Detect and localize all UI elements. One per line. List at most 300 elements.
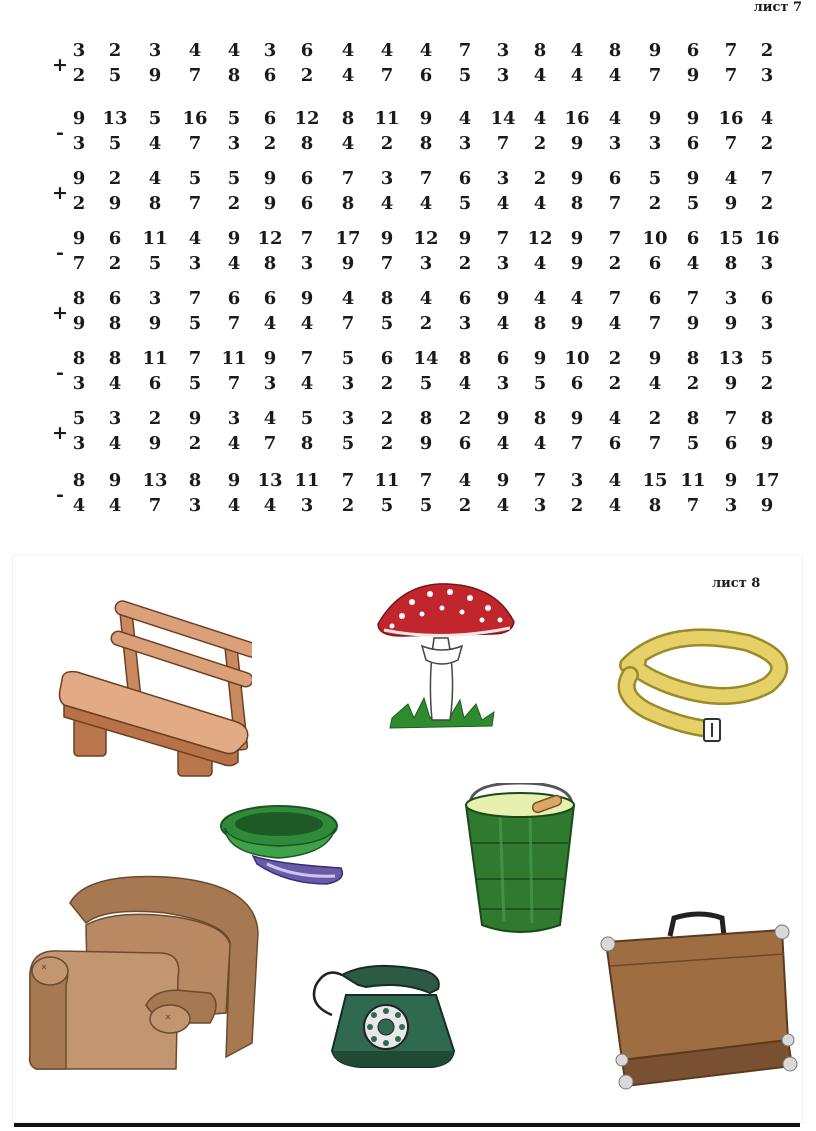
bottom-number: 9	[760, 433, 774, 454]
bottom-number: 9	[686, 65, 700, 86]
bottom-number: 4	[496, 495, 510, 516]
exercise-row	[0, 408, 816, 470]
bottom-number: 9	[148, 65, 162, 86]
bottom-number: 5	[341, 433, 355, 454]
top-number: 2	[760, 40, 774, 61]
top-number: 14	[413, 348, 439, 369]
exercise-row	[0, 288, 816, 350]
top-number: 7	[686, 288, 700, 309]
bottom-number: 4	[108, 433, 122, 454]
operator-sign: +	[52, 182, 68, 204]
bottom-number: 9	[72, 313, 86, 334]
bottom-number: 9	[263, 193, 277, 214]
top-number: 11	[142, 348, 168, 369]
bottom-number: 3	[300, 495, 314, 516]
bottom-number: 2	[72, 193, 86, 214]
top-number: 4	[458, 108, 472, 129]
top-number: 9	[648, 40, 662, 61]
top-number: 8	[108, 348, 122, 369]
bottom-number: 3	[188, 495, 202, 516]
top-number: 16	[754, 228, 780, 249]
top-number: 6	[608, 168, 622, 189]
bottom-number: 5	[686, 193, 700, 214]
top-number: 7	[724, 40, 738, 61]
bottom-number: 7	[341, 313, 355, 334]
bottom-number: 8	[148, 193, 162, 214]
bottom-number: 3	[496, 65, 510, 86]
bottom-number: 9	[724, 313, 738, 334]
top-number: 7	[608, 288, 622, 309]
top-number: 4	[570, 288, 584, 309]
top-number: 4	[227, 40, 241, 61]
bottom-number: 6	[608, 433, 622, 454]
bottom-number: 4	[108, 373, 122, 394]
bottom-number: 7	[570, 433, 584, 454]
top-number: 4	[419, 288, 433, 309]
top-number: 4	[380, 40, 394, 61]
top-number: 7	[608, 228, 622, 249]
bottom-number: 2	[380, 433, 394, 454]
suitcase-image	[600, 910, 800, 1090]
bottom-number: 3	[760, 65, 774, 86]
bottom-number: 5	[686, 433, 700, 454]
bucket-image	[460, 783, 580, 943]
bottom-number: 2	[686, 373, 700, 394]
top-number: 7	[419, 168, 433, 189]
top-number: 12	[413, 228, 439, 249]
top-number: 7	[533, 470, 547, 491]
top-number: 6	[300, 168, 314, 189]
top-number: 9	[227, 228, 241, 249]
top-number: 4	[263, 408, 277, 429]
top-number: 2	[380, 408, 394, 429]
top-number: 7	[300, 228, 314, 249]
top-number: 3	[108, 408, 122, 429]
top-number: 6	[108, 288, 122, 309]
top-number: 8	[341, 108, 355, 129]
bottom-number: 8	[648, 495, 662, 516]
bottom-number: 7	[380, 253, 394, 274]
bottom-number: 5	[188, 313, 202, 334]
top-number: 5	[148, 108, 162, 129]
top-number: 2	[108, 40, 122, 61]
top-number: 7	[341, 470, 355, 491]
top-number: 4	[724, 168, 738, 189]
bottom-number: 3	[533, 495, 547, 516]
bottom-number: 2	[608, 253, 622, 274]
bottom-number: 7	[188, 65, 202, 86]
bottom-number: 4	[608, 65, 622, 86]
bottom-number: 7	[724, 133, 738, 154]
top-number: 9	[263, 168, 277, 189]
bottom-number: 9	[341, 253, 355, 274]
bottom-number: 5	[380, 495, 394, 516]
top-number: 6	[458, 168, 472, 189]
bottom-number: 4	[148, 133, 162, 154]
exercise-row	[0, 168, 816, 230]
bottom-number: 4	[686, 253, 700, 274]
bottom-number: 8	[263, 253, 277, 274]
bottom-number: 7	[148, 495, 162, 516]
bottom-number: 4	[300, 373, 314, 394]
bottom-number: 7	[227, 313, 241, 334]
top-number: 11	[221, 348, 247, 369]
bottom-number: 7	[72, 253, 86, 274]
top-number: 8	[72, 288, 86, 309]
bottom-number: 7	[188, 133, 202, 154]
top-number: 6	[300, 40, 314, 61]
top-number: 13	[257, 470, 283, 491]
top-number: 4	[148, 168, 162, 189]
top-number: 9	[648, 348, 662, 369]
top-number: 2	[533, 168, 547, 189]
operator-sign: +	[52, 422, 68, 444]
bottom-number: 6	[724, 433, 738, 454]
bottom-number: 7	[686, 495, 700, 516]
bottom-number: 3	[458, 133, 472, 154]
top-number: 5	[227, 168, 241, 189]
top-number: 4	[533, 108, 547, 129]
bottom-number: 4	[496, 313, 510, 334]
top-number: 9	[72, 168, 86, 189]
bottom-number: 4	[227, 495, 241, 516]
top-number: 13	[142, 470, 168, 491]
top-number: 9	[496, 408, 510, 429]
bottom-number: 4	[419, 193, 433, 214]
top-number: 4	[458, 470, 472, 491]
bottom-number: 5	[380, 313, 394, 334]
top-number: 9	[300, 288, 314, 309]
bottom-number: 5	[108, 133, 122, 154]
top-number: 5	[648, 168, 662, 189]
top-number: 6	[686, 228, 700, 249]
bottom-number: 8	[724, 253, 738, 274]
bottom-number: 2	[380, 133, 394, 154]
bottom-number: 6	[263, 65, 277, 86]
bottom-number: 9	[760, 495, 774, 516]
top-number: 9	[188, 408, 202, 429]
top-number: 4	[188, 40, 202, 61]
bench-image	[52, 600, 252, 780]
top-number: 8	[72, 348, 86, 369]
bottom-number: 4	[300, 313, 314, 334]
bottom-number: 9	[570, 313, 584, 334]
top-number: 9	[533, 348, 547, 369]
top-number: 6	[458, 288, 472, 309]
top-number: 12	[294, 108, 320, 129]
exercise-row	[0, 40, 816, 102]
bottom-number: 4	[496, 193, 510, 214]
bottom-number: 7	[227, 373, 241, 394]
bottom-number: 9	[419, 433, 433, 454]
top-number: 7	[458, 40, 472, 61]
bottom-number: 6	[570, 373, 584, 394]
exercise-row	[0, 470, 816, 532]
top-number: 12	[257, 228, 283, 249]
top-number: 11	[374, 108, 400, 129]
bottom-number: 2	[608, 373, 622, 394]
bottom-number: 2	[263, 133, 277, 154]
telephone-image	[302, 955, 462, 1075]
bottom-number: 6	[148, 373, 162, 394]
bottom-number: 4	[341, 65, 355, 86]
bottom-number: 3	[760, 253, 774, 274]
bottom-number: 7	[724, 65, 738, 86]
top-number: 6	[686, 40, 700, 61]
bottom-number: 3	[341, 373, 355, 394]
top-number: 3	[227, 408, 241, 429]
bottom-number: 6	[686, 133, 700, 154]
top-number: 9	[724, 470, 738, 491]
top-number: 9	[686, 108, 700, 129]
top-number: 3	[263, 40, 277, 61]
top-number: 4	[341, 288, 355, 309]
top-number: 5	[300, 408, 314, 429]
top-number: 4	[533, 288, 547, 309]
top-number: 8	[608, 40, 622, 61]
bottom-number: 8	[227, 65, 241, 86]
top-number: 9	[263, 348, 277, 369]
bottom-number: 7	[496, 133, 510, 154]
exercise-row	[0, 348, 816, 410]
sheet-8-label: лист 8	[712, 576, 761, 591]
bottom-number: 4	[533, 193, 547, 214]
bottom-number: 2	[760, 133, 774, 154]
top-number: 9	[72, 108, 86, 129]
bottom-number: 9	[148, 313, 162, 334]
top-number: 8	[458, 348, 472, 369]
top-number: 5	[341, 348, 355, 369]
bottom-number: 4	[533, 253, 547, 274]
top-number: 16	[718, 108, 744, 129]
bottom-number: 9	[108, 193, 122, 214]
top-number: 2	[148, 408, 162, 429]
top-number: 4	[608, 408, 622, 429]
bottom-number: 2	[570, 495, 584, 516]
sofa-image	[26, 873, 266, 1073]
bottom-number: 8	[419, 133, 433, 154]
bottom-number: 3	[458, 313, 472, 334]
operator-sign: -	[56, 242, 64, 264]
top-number: 13	[102, 108, 128, 129]
top-number: 9	[108, 470, 122, 491]
top-number: 12	[527, 228, 553, 249]
bottom-number: 5	[419, 373, 433, 394]
bottom-number: 4	[648, 373, 662, 394]
bottom-number: 9	[570, 133, 584, 154]
top-number: 8	[188, 470, 202, 491]
exercise-row	[0, 228, 816, 290]
top-number: 15	[642, 470, 668, 491]
bottom-number: 2	[341, 495, 355, 516]
operator-sign: -	[56, 362, 64, 384]
bottom-number: 4	[227, 433, 241, 454]
top-number: 6	[263, 288, 277, 309]
bottom-number: 2	[760, 373, 774, 394]
top-number: 11	[142, 228, 168, 249]
top-number: 16	[564, 108, 590, 129]
top-number: 5	[760, 348, 774, 369]
top-number: 9	[419, 108, 433, 129]
top-number: 6	[263, 108, 277, 129]
bottom-number: 6	[648, 253, 662, 274]
bottom-number: 3	[496, 253, 510, 274]
bottom-number: 4	[263, 495, 277, 516]
bottom-number: 4	[608, 313, 622, 334]
bottom-number: 7	[648, 313, 662, 334]
bottom-number: 4	[496, 433, 510, 454]
bottom-number: 4	[341, 133, 355, 154]
bottom-number: 4	[533, 65, 547, 86]
bottom-number: 3	[419, 253, 433, 274]
top-number: 15	[718, 228, 744, 249]
bottom-number: 4	[380, 193, 394, 214]
bottom-number: 7	[263, 433, 277, 454]
top-number: 2	[108, 168, 122, 189]
top-number: 7	[724, 408, 738, 429]
top-number: 6	[108, 228, 122, 249]
top-number: 11	[294, 470, 320, 491]
bottom-number: 9	[686, 313, 700, 334]
bottom-number: 5	[458, 65, 472, 86]
top-number: 9	[570, 408, 584, 429]
top-number: 3	[148, 288, 162, 309]
top-number: 10	[564, 348, 590, 369]
top-number: 2	[648, 408, 662, 429]
bottom-number: 4	[608, 495, 622, 516]
top-number: 17	[754, 470, 780, 491]
bottom-number: 7	[188, 193, 202, 214]
bottom-number: 9	[570, 253, 584, 274]
bottom-number: 7	[648, 65, 662, 86]
top-number: 16	[182, 108, 208, 129]
bottom-number: 2	[227, 193, 241, 214]
operator-sign: -	[56, 484, 64, 506]
top-number: 13	[718, 348, 744, 369]
bottom-number: 4	[570, 65, 584, 86]
exercise-row	[0, 108, 816, 170]
top-number: 7	[188, 348, 202, 369]
top-number: 3	[72, 40, 86, 61]
bottom-number: 5	[148, 253, 162, 274]
top-number: 8	[686, 348, 700, 369]
bottom-number: 2	[380, 373, 394, 394]
bottom-number: 7	[648, 433, 662, 454]
top-number: 3	[496, 40, 510, 61]
top-number: 6	[648, 288, 662, 309]
top-number: 3	[380, 168, 394, 189]
top-number: 10	[642, 228, 668, 249]
bottom-number: 3	[188, 253, 202, 274]
top-number: 6	[380, 348, 394, 369]
bottom-number: 9	[724, 193, 738, 214]
top-number: 9	[496, 470, 510, 491]
bottom-number: 3	[496, 373, 510, 394]
top-number: 5	[188, 168, 202, 189]
bottom-number: 2	[533, 133, 547, 154]
bottom-number: 4	[227, 253, 241, 274]
bottom-number: 9	[724, 373, 738, 394]
bottom-number: 2	[72, 65, 86, 86]
bottom-number: 5	[188, 373, 202, 394]
bottom-number: 6	[419, 65, 433, 86]
arithmetic-exercises	[0, 0, 816, 540]
top-number: 9	[570, 168, 584, 189]
bottom-number: 5	[458, 193, 472, 214]
top-number: 4	[341, 40, 355, 61]
top-number: 4	[188, 228, 202, 249]
bottom-number: 3	[72, 373, 86, 394]
top-number: 5	[72, 408, 86, 429]
bottom-number: 3	[760, 313, 774, 334]
bottom-number: 7	[380, 65, 394, 86]
top-number: 2	[458, 408, 472, 429]
top-number: 3	[724, 288, 738, 309]
top-number: 6	[496, 348, 510, 369]
bottom-number: 4	[72, 495, 86, 516]
top-number: 9	[570, 228, 584, 249]
operator-sign: +	[52, 302, 68, 324]
top-number: 9	[648, 108, 662, 129]
bottom-number: 8	[570, 193, 584, 214]
top-number: 7	[300, 348, 314, 369]
bottom-number: 2	[458, 495, 472, 516]
mushroom-image	[372, 580, 522, 740]
top-number: 3	[341, 408, 355, 429]
bottom-number: 7	[608, 193, 622, 214]
top-number: 11	[680, 470, 706, 491]
top-number: 6	[760, 288, 774, 309]
bottom-number: 3	[300, 253, 314, 274]
top-number: 3	[148, 40, 162, 61]
top-number: 6	[227, 288, 241, 309]
top-number: 11	[374, 470, 400, 491]
bottom-number: 2	[760, 193, 774, 214]
top-number: 8	[533, 40, 547, 61]
top-number: 9	[496, 288, 510, 309]
bottom-number: 2	[300, 65, 314, 86]
bottom-number: 2	[108, 253, 122, 274]
bottom-number: 3	[72, 433, 86, 454]
operator-sign: +	[52, 54, 68, 76]
top-number: 4	[570, 40, 584, 61]
bottom-number: 5	[533, 373, 547, 394]
top-number: 9	[458, 228, 472, 249]
top-number: 8	[419, 408, 433, 429]
bottom-number: 4	[263, 313, 277, 334]
top-number: 4	[760, 108, 774, 129]
picture-sheet	[12, 555, 803, 1123]
top-number: 8	[380, 288, 394, 309]
bottom-number: 4	[108, 495, 122, 516]
bottom-number: 6	[300, 193, 314, 214]
bottom-number: 5	[108, 65, 122, 86]
top-number: 7	[341, 168, 355, 189]
bottom-number: 9	[148, 433, 162, 454]
bottom-number: 8	[300, 433, 314, 454]
top-number: 4	[608, 108, 622, 129]
top-number: 9	[227, 470, 241, 491]
top-number: 8	[72, 470, 86, 491]
bottom-number: 3	[724, 495, 738, 516]
top-number: 9	[380, 228, 394, 249]
bottom-number: 4	[533, 433, 547, 454]
bottom-number: 5	[419, 495, 433, 516]
bottom-number: 2	[648, 193, 662, 214]
top-number: 8	[760, 408, 774, 429]
bottom-number: 8	[341, 193, 355, 214]
bottom-number: 2	[419, 313, 433, 334]
